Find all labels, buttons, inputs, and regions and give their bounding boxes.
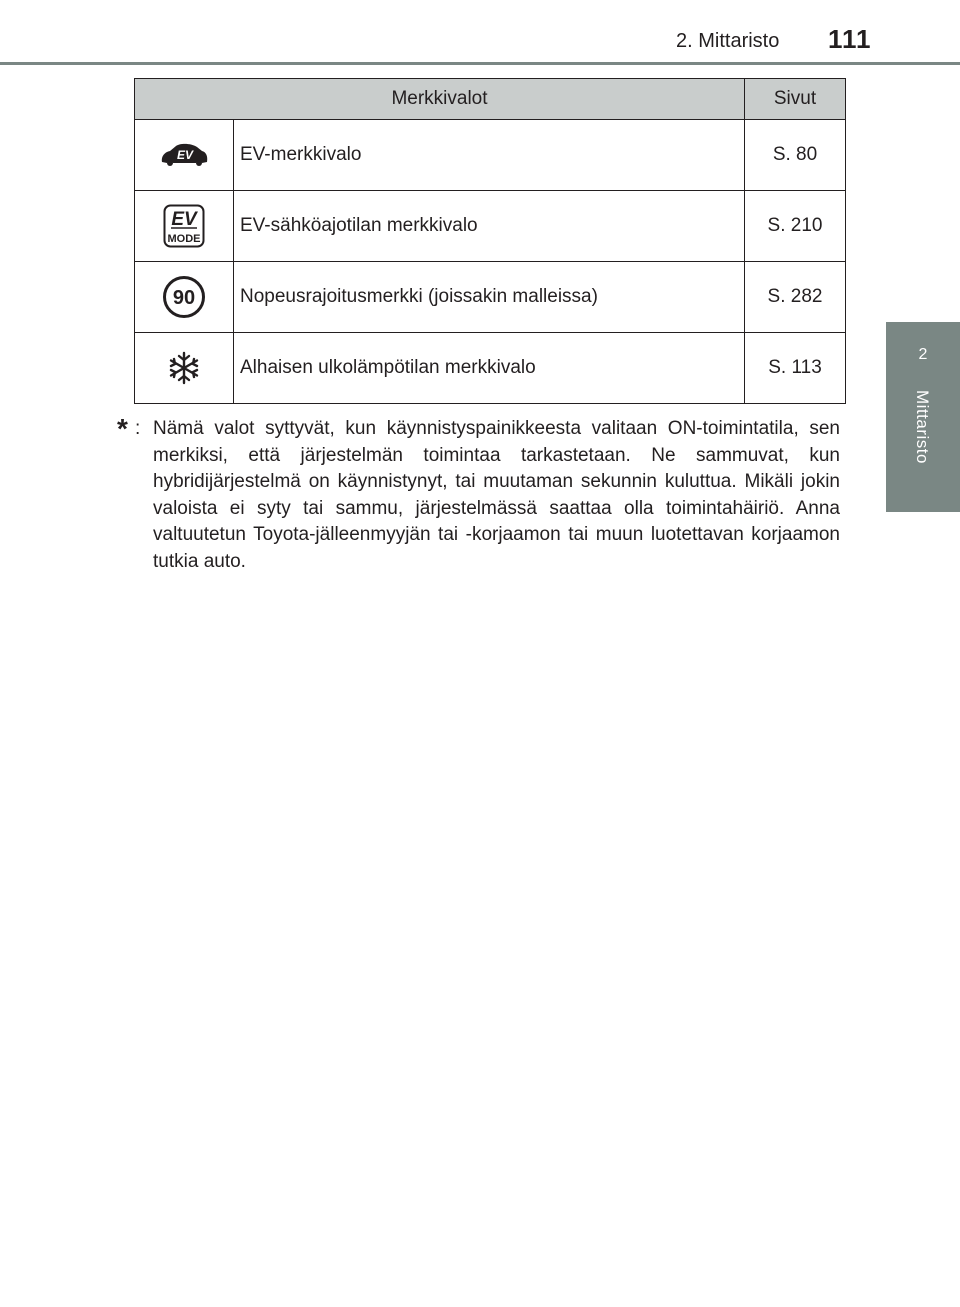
ev-mode-indicator-icon [135,191,234,262]
speed-limit-sign-icon [135,262,234,333]
speed-limit-icon-text: 90 [172,287,196,309]
row-label: Nopeusrajoitusmerkki (joissakin malleissa) [234,262,745,333]
table-row [135,333,846,404]
header-rule [0,62,960,65]
footnote [117,413,840,575]
table-row [135,262,846,333]
indicator-column-header: Merkkivalot [135,79,745,120]
section-title: 2. Mittaristo [676,30,780,52]
footnote-separator: : [135,418,141,439]
page-number: 111 [828,24,872,54]
table-row [135,120,846,191]
row-page-reference: S. 210 [745,191,846,262]
footnote-marker: * [117,413,128,444]
row-label: EV-merkkivalo [234,120,745,191]
table-header-row [135,79,846,120]
row-label: Alhaisen ulkolämpötilan merkkivalo [234,333,745,404]
chapter-label: Mittaristo [913,390,932,464]
ev-indicator-icon [135,120,234,191]
chapter-number: 2 [918,346,928,363]
footnote-text: Nämä valot syttyvät, kun käynnistyspainikkeesta valitaan ON-toimintatila, sen merkiksi, että järjestelmän toimintaa tarkastetaan. Ne sammuvat, kun hybridijärjestelmä on käynnistynyt, tai muutaman sekunnin kuluttua. Mikäli jokin valoista ei syty tai sammu, järjestelmässä saattaa olla toimintahäiriö. Anna valtuutetun Toyota-jälleenmyyjän tai -korjaamon tai muun luotettavan korjaamon tutkia auto. [153,418,840,572]
indicator-table [134,78,846,404]
svg-text:EV: EV [176,148,194,162]
table-row [135,191,846,262]
chapter-side-tab [886,322,960,512]
row-page-reference: S. 80 [745,120,846,191]
snowflake-icon [135,333,234,404]
pages-column-header: Sivut [745,79,846,120]
ev-mode-icon-text-top: EV [171,209,197,230]
row-page-reference: S. 113 [745,333,846,404]
row-page-reference: S. 282 [745,262,846,333]
ev-mode-icon-text-bottom: MODE [167,233,201,245]
row-label: EV-sähköajotilan merkkivalo [234,191,745,262]
